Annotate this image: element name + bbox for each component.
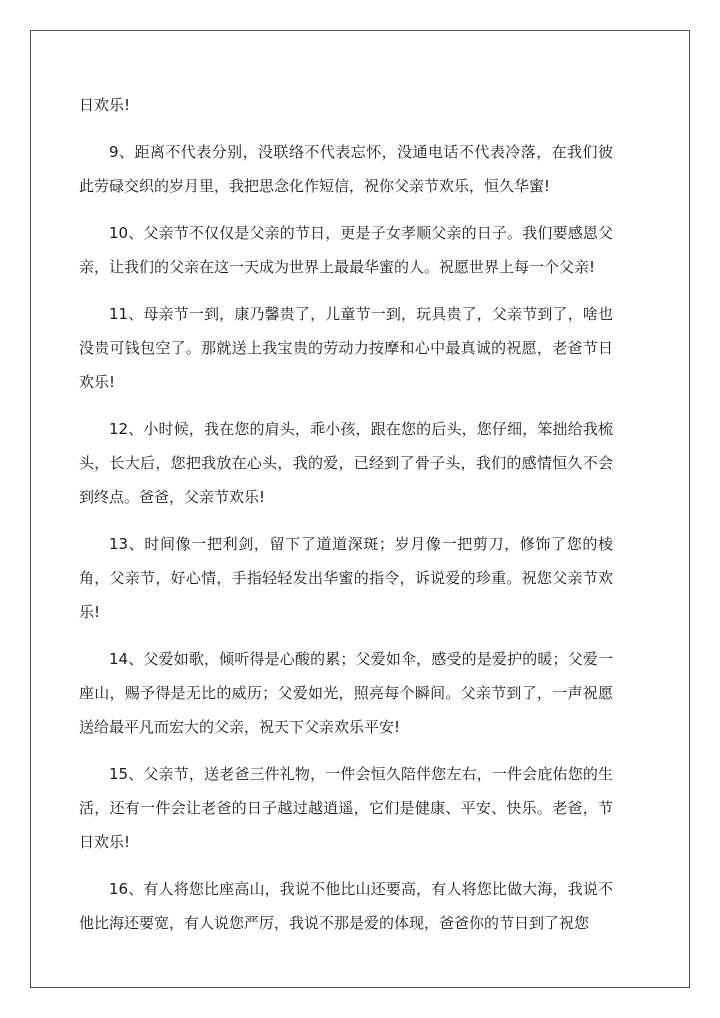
paragraph-continuation: 日欢乐! (79, 96, 131, 114)
paragraph-15: 15、父亲节，送老爸三件礼物，一件会恒久陪伴您左右，一件会庇佑您的生活，还有一件会让老爸的日子越过越逍遥，它们是健康、平安、快乐。老爸，节日欢乐! (79, 765, 613, 851)
paragraph-14: 14、父爱如歌，倾听得是心酸的累；父爱如伞，感受的是爱护的暖；父爱一座山，赐予得是无比的威历；父爱如光，照亮每个瞬间。父亲节到了，一声祝愿送给最平凡而宏大的父亲，祝天下父亲欢乐平安! (79, 650, 613, 736)
document-body (79, 88, 613, 953)
paragraph-12: 12、小时候，我在您的肩头，乖小孩，跟在您的后头，您仔细，笨拙给我梳头，长大后，您把我放在心头，我的爱，已经到了骨子头，我们的感情恒久不会到终点。爸爸，父亲节欢乐! (79, 420, 613, 506)
paragraph-16: 16、有人将您比座高山，我说不他比山还要高，有人将您比做大海，我说不他比海还要宽，有人说您严厉，我说不那是爱的体现，爸爸你的节日到了祝您 (79, 880, 613, 932)
paragraph-11: 11、母亲节一到，康乃馨贵了，儿童节一到，玩具贵了，父亲节到了，啥也没贵可钱包空了。那就送上我宝贵的劳动力按摩和心中最真诚的祝愿，老爸节日欢乐! (79, 305, 613, 391)
paragraph-9: 9、距离不代表分别，没联络不代表忘怀，没通电话不代表冷落，在我们彼此劳碌交织的岁月里，我把思念化作短信，祝你父亲节欢乐，恒久华蜜! (79, 143, 613, 195)
paragraph-13: 13、时间像一把利剑，留下了道道深斑；岁月像一把剪刀，修饰了您的棱角，父亲节，好心情，手指轻轻发出华蜜的指令，诉说爱的珍重。祝您父亲节欢乐! (79, 535, 613, 621)
paragraph-10: 10、父亲节不仅仅是父亲的节日，更是子女孝顺父亲的日子。我们要感恩父亲，让我们的父亲在这一天成为世界上最最华蜜的人。祝愿世界上每一个父亲! (79, 224, 613, 276)
